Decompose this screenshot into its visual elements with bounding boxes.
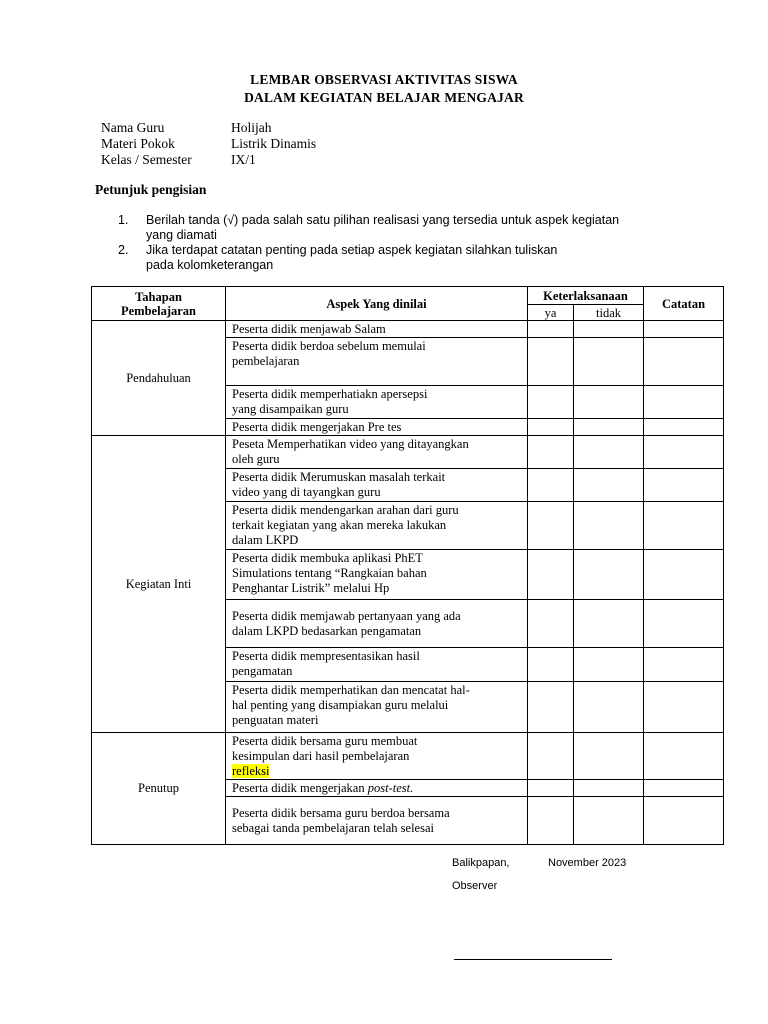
instructions-heading: Petunjuk pengisian	[95, 182, 207, 197]
notes-cell[interactable]	[644, 321, 724, 338]
aspect-text: oleh guru	[232, 452, 280, 466]
notes-cell[interactable]	[644, 780, 724, 797]
notes-cell[interactable]	[644, 797, 724, 845]
check-ya-cell[interactable]	[528, 321, 574, 338]
aspect-text: dalam LKPD	[232, 533, 299, 547]
aspect-text: Peserta didik mendengarkan arahan dari guru	[232, 503, 459, 517]
instruction-text-line: Jika terdapat catatan penting pada setiap aspek kegiatan silahkan tuliskan	[146, 243, 558, 257]
instruction-text-line: Berilah tanda (√) pada salah satu pilihan realisasi yang tersedia untuk aspek kegiatan	[146, 213, 620, 227]
highlighted-text: refleksi	[232, 764, 270, 778]
aspect-cell	[226, 469, 528, 502]
header-tahapan-line: Pembelajaran	[121, 303, 196, 318]
instruction-number: 1.	[118, 213, 129, 227]
aspect-text: pembelajaran	[232, 354, 300, 368]
header-keterlaksanaan: Keterlaksanaan	[528, 287, 644, 305]
check-tidak-cell[interactable]	[574, 780, 644, 797]
info-value: Listrik Dinamis	[231, 136, 317, 151]
check-tidak-cell[interactable]	[574, 733, 644, 780]
check-ya-cell[interactable]	[528, 600, 574, 648]
instruction-text-line: yang diamati	[146, 227, 217, 242]
aspect-text: sebagai tanda pembelajaran telah selesai	[232, 821, 434, 835]
check-ya-cell[interactable]	[528, 419, 574, 436]
notes-cell[interactable]	[644, 550, 724, 600]
table-header-row	[92, 287, 724, 305]
notes-cell[interactable]	[644, 338, 724, 386]
check-ya-cell[interactable]	[528, 780, 574, 797]
aspect-text: penguatan materi	[232, 713, 319, 727]
aspect-text: yang disampaikan guru	[232, 402, 349, 416]
header-tidak: tidak	[574, 305, 644, 321]
aspect-cell	[226, 682, 528, 733]
aspect-text: Peserta didik mengerjakan	[232, 781, 368, 795]
check-ya-cell[interactable]	[528, 733, 574, 780]
footer-observer: Observer	[452, 880, 498, 892]
footer-date: November 2023	[548, 857, 627, 869]
aspect-cell	[226, 338, 528, 386]
header-ya: ya	[528, 305, 574, 321]
info-row-kelas-semester	[101, 152, 501, 168]
check-ya-cell[interactable]	[528, 436, 574, 469]
check-tidak-cell[interactable]	[574, 550, 644, 600]
stage-pendahuluan: Pendahuluan	[92, 321, 226, 436]
info-row-materi-pokok	[101, 136, 501, 152]
check-tidak-cell[interactable]	[574, 338, 644, 386]
aspect-text: kesimpulan dari hasil pembelajaran	[232, 749, 410, 763]
check-ya-cell[interactable]	[528, 386, 574, 419]
aspect-text: pengamatan	[232, 664, 293, 678]
check-ya-cell[interactable]	[528, 338, 574, 386]
aspect-text: terkait kegiatan yang akan mereka lakukan	[232, 518, 447, 532]
check-tidak-cell[interactable]	[574, 321, 644, 338]
instruction-number: 2.	[118, 243, 129, 257]
header-catatan: Catatan	[644, 287, 724, 321]
notes-cell[interactable]	[644, 502, 724, 550]
info-label: Kelas / Semester	[101, 152, 192, 167]
aspect-cell	[226, 386, 528, 419]
header-tahapan-line: Tahapan	[135, 289, 182, 304]
table-row	[92, 436, 724, 469]
aspect-text: Peseta Memperhatikan video yang ditayangkan	[232, 437, 469, 451]
notes-cell[interactable]	[644, 648, 724, 682]
check-tidak-cell[interactable]	[574, 419, 644, 436]
check-tidak-cell[interactable]	[574, 436, 644, 469]
info-label: Materi Pokok	[101, 136, 175, 151]
check-tidak-cell[interactable]	[574, 469, 644, 502]
aspect-text: Peserta didik memjawab pertanyaan yang ada	[232, 609, 461, 623]
aspect-cell	[226, 648, 528, 682]
info-value: IX/1	[231, 152, 256, 167]
aspect-text: Peserta didik memperhatiakn apersepsi	[232, 387, 428, 401]
check-ya-cell[interactable]	[528, 502, 574, 550]
instructions-list	[118, 213, 678, 273]
notes-cell[interactable]	[644, 469, 724, 502]
aspect-text: Peserta didik mengerjakan Pre tes	[232, 420, 402, 434]
check-ya-cell[interactable]	[528, 469, 574, 502]
footer-place: Balikpapan,	[452, 857, 510, 869]
check-tidak-cell[interactable]	[574, 682, 644, 733]
aspect-text: video yang di tayangkan guru	[232, 485, 381, 499]
check-tidak-cell[interactable]	[574, 502, 644, 550]
aspect-text: Peserta didik bersama guru berdoa bersama	[232, 806, 450, 820]
notes-cell[interactable]	[644, 386, 724, 419]
header-aspek: Aspek Yang dinilai	[226, 287, 528, 321]
notes-cell[interactable]	[644, 419, 724, 436]
aspect-cell	[226, 733, 528, 780]
title-line-1: LEMBAR OBSERVASI AKTIVITAS SISWA	[250, 72, 518, 87]
table-row	[92, 733, 724, 780]
aspect-cell	[226, 780, 528, 797]
check-ya-cell[interactable]	[528, 797, 574, 845]
aspect-cell	[226, 436, 528, 469]
header-tahapan	[92, 287, 226, 321]
aspect-cell	[226, 502, 528, 550]
aspect-cell	[226, 797, 528, 845]
aspect-text: Peserta didik berdoa sebelum memulai	[232, 339, 426, 353]
instruction-item	[118, 243, 678, 272]
aspect-text: Penghantar Listrik” melalui Hp	[232, 581, 390, 595]
info-value: Holijah	[231, 120, 272, 135]
aspect-text: Peserta didik menjawab Salam	[232, 322, 386, 336]
table-row	[92, 321, 724, 338]
title-line-2: DALAM KEGIATAN BELAJAR MENGAJAR	[244, 90, 524, 105]
stage-penutup: Penutup	[92, 733, 226, 845]
aspect-text: Peserta didik memperhatikan dan mencatat hal-	[232, 683, 470, 697]
aspect-text: Peserta didik bersama guru membuat	[232, 734, 418, 748]
check-ya-cell[interactable]	[528, 550, 574, 600]
notes-cell[interactable]	[644, 600, 724, 648]
aspect-text: Peserta didik membuka aplikasi PhET	[232, 551, 423, 565]
aspect-text: Peserta didik mempresentasikan hasil	[232, 649, 420, 663]
info-row-nama-guru	[101, 120, 501, 136]
aspect-text: Peserta didik Merumuskan masalah terkait	[232, 470, 446, 484]
check-ya-cell[interactable]	[528, 648, 574, 682]
notes-cell[interactable]	[644, 682, 724, 733]
identity-block	[101, 120, 501, 172]
notes-cell[interactable]	[644, 436, 724, 469]
info-label: Nama Guru	[101, 120, 165, 135]
notes-cell[interactable]	[644, 733, 724, 780]
aspect-text-italic: post-test.	[367, 781, 414, 795]
aspect-text: hal penting yang disampiakan guru melalui	[232, 698, 449, 712]
aspect-cell	[226, 321, 528, 338]
aspect-cell	[226, 600, 528, 648]
check-ya-cell[interactable]	[528, 682, 574, 733]
check-tidak-cell[interactable]	[574, 386, 644, 419]
instruction-text-line: pada kolomketerangan	[146, 257, 274, 272]
aspect-text: dalam LKPD bedasarkan pengamatan	[232, 624, 422, 638]
stage-kegiatan-inti: Kegiatan Inti	[92, 436, 226, 733]
check-tidak-cell[interactable]	[574, 797, 644, 845]
aspect-cell	[226, 550, 528, 600]
aspect-text: Simulations tentang “Rangkaian bahan	[232, 566, 427, 580]
instruction-item	[118, 213, 678, 242]
aspect-cell	[226, 419, 528, 436]
check-tidak-cell[interactable]	[574, 600, 644, 648]
check-tidak-cell[interactable]	[574, 648, 644, 682]
observation-table	[91, 286, 724, 845]
signature-line	[454, 959, 612, 960]
